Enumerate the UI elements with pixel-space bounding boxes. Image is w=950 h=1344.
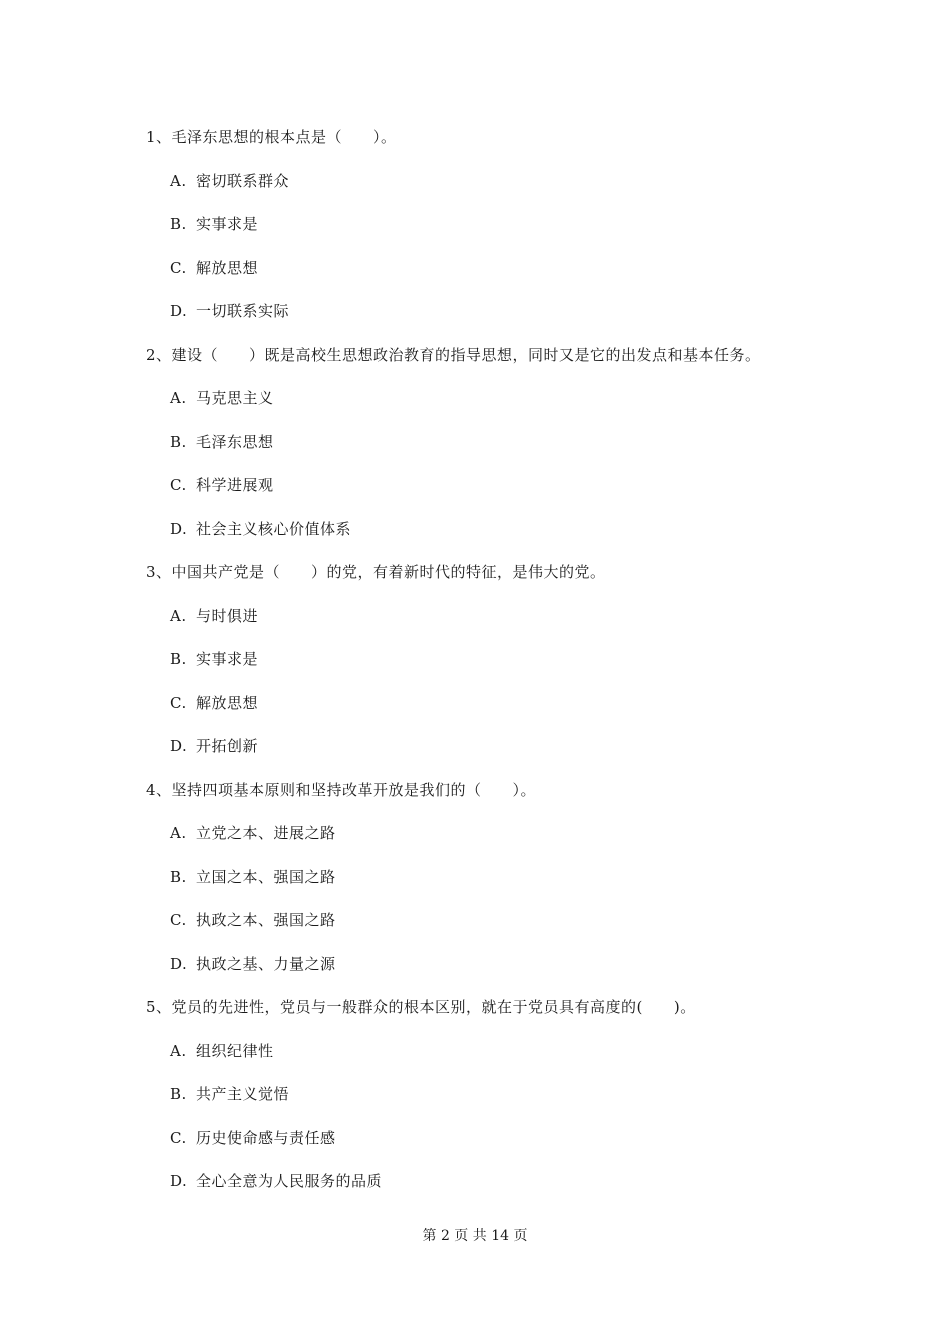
option-d [146,732,826,760]
option-a [146,384,826,412]
option-letter: D. [170,954,188,973]
option-text: 密切联系群众 [196,171,290,190]
option-text: 执政之基、力量之源 [196,954,336,973]
option-d [146,515,826,543]
question-1 [146,123,826,325]
question-2 [146,341,826,543]
option-c [146,471,826,499]
option-text: 实事求是 [196,215,259,233]
question-list [146,123,826,1211]
option-text: 实事求是 [196,650,259,668]
option-text: 开拓创新 [196,737,259,755]
option-text: 组织纪律性 [196,1041,274,1060]
option-letter: B. [170,650,187,668]
option-text: 科学进展观 [196,476,274,494]
option-letter: D. [170,1172,188,1190]
option-letter: D. [170,302,188,320]
option-letter: D. [170,519,188,538]
option-b [146,645,826,673]
option-letter: C. [170,693,187,712]
option-letter: A. [170,389,187,407]
option-letter: B. [170,1085,187,1103]
option-text: 解放思想 [196,258,259,277]
option-text: 社会主义核心价值体系 [196,519,352,538]
option-letter: C. [170,258,187,277]
option-text: 一切联系实际 [196,302,290,320]
option-d [146,950,826,978]
option-letter: B. [170,867,187,886]
question-3 [146,558,826,760]
option-a [146,602,826,630]
option-letter: C. [170,1128,187,1147]
option-b [146,428,826,456]
option-letter: A. [170,1041,187,1060]
option-text: 共产主义觉悟 [196,1085,290,1103]
option-letter: C. [170,476,187,494]
option-text: 立国之本、强国之路 [196,867,336,886]
question-text: 2、建设（ ）既是高校生思想政治教育的指导思想，同时又是它的出发点和基本任务。 [146,345,761,364]
option-a [146,167,826,195]
option-b [146,210,826,238]
option-text: 历史使命感与责任感 [196,1128,336,1147]
option-text: 全心全意为人民服务的品质 [196,1172,383,1190]
option-d [146,297,826,325]
option-letter: A. [170,824,187,842]
page-footer: 第 2 页 共 14 页 [422,1228,528,1244]
question-5 [146,993,826,1195]
question-text: 5、党员的先进性，党员与一般群众的根本区别，就在于党员具有高度的( )。 [146,998,696,1016]
option-letter: A. [170,171,187,190]
option-b [146,1080,826,1108]
option-a [146,1037,826,1065]
question-text: 4、坚持四项基本原则和坚持改革开放是我们的（ ）。 [146,780,537,799]
option-c [146,254,826,282]
option-c [146,906,826,934]
option-text: 毛泽东思想 [196,432,274,451]
option-text: 解放思想 [196,693,259,712]
option-text: 马克思主义 [196,389,274,407]
option-letter: B. [170,432,187,451]
option-letter: B. [170,215,187,233]
option-letter: D. [170,737,188,755]
option-letter: C. [170,911,187,929]
option-text: 与时俱进 [196,606,259,625]
option-text: 立党之本、进展之路 [196,824,336,842]
question-4 [146,776,826,978]
question-text: 1、毛泽东思想的根本点是（ ）。 [146,128,397,146]
option-c [146,1124,826,1152]
option-text: 执政之本、强国之路 [196,911,336,929]
question-text: 3、中国共产党是（ ）的党，有着新时代的特征，是伟大的党。 [146,563,606,581]
option-a [146,819,826,847]
option-d [146,1167,826,1195]
option-c [146,689,826,717]
option-b [146,863,826,891]
option-letter: A. [170,606,187,625]
